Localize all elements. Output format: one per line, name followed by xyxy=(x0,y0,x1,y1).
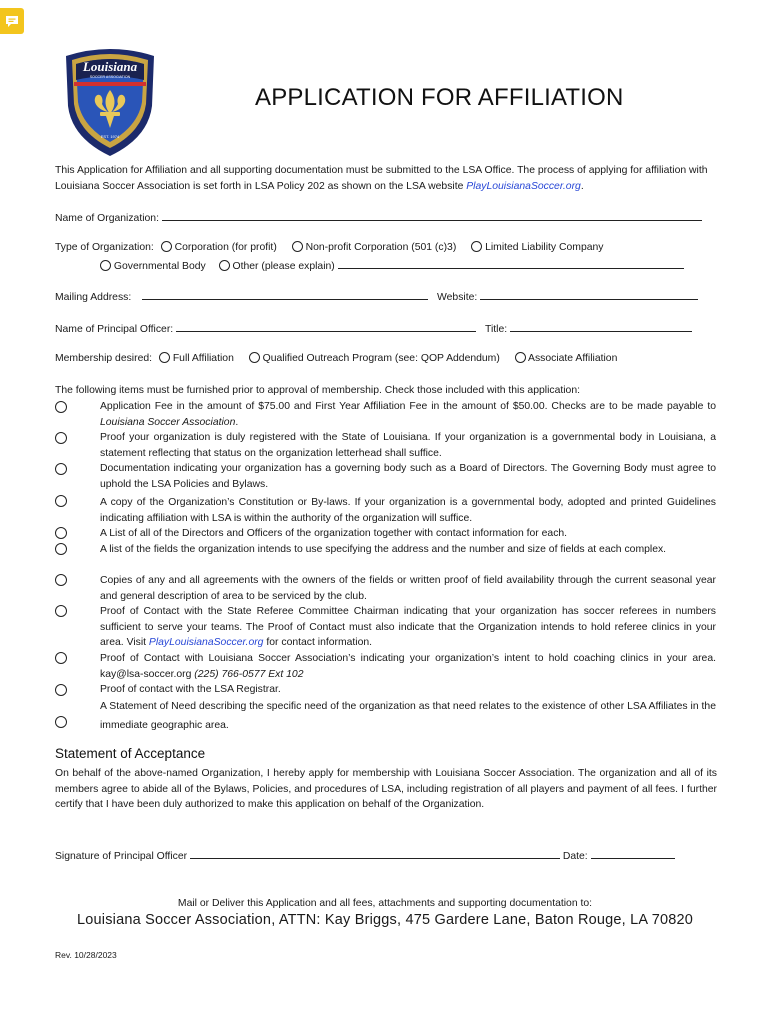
checklist-item-7-radio[interactable] xyxy=(55,574,67,586)
type-governmental-radio[interactable] xyxy=(100,260,111,271)
logo-text: Louisiana xyxy=(82,59,138,74)
checklist-item-1-radio[interactable] xyxy=(55,401,67,413)
membership-row xyxy=(55,352,617,364)
checklist-item-9-radio[interactable] xyxy=(55,652,67,664)
website-label: Website: xyxy=(437,292,478,303)
acceptance-heading: Statement of Acceptance xyxy=(55,746,206,761)
checklist-item-6-radio[interactable] xyxy=(55,543,67,555)
checklist-item-1 xyxy=(100,399,716,430)
type-other-radio[interactable] xyxy=(219,260,230,271)
type-other-label: Other (please explain) xyxy=(232,261,335,272)
membership-associate-radio[interactable] xyxy=(515,352,526,363)
checklist-item-11: A Statement of Need describing the specific need of the organization as that need relates to the existence of other LSA Affiliates in the immediate geographic area. xyxy=(100,701,716,731)
officer-row xyxy=(55,321,692,335)
website-link[interactable]: PlayLouisianaSoccer.org xyxy=(466,180,581,192)
lsa-logo xyxy=(60,46,160,158)
mailing-address-field[interactable] xyxy=(142,289,428,300)
type-governmental-label: Governmental Body xyxy=(113,261,206,272)
checklist-item-5-radio[interactable] xyxy=(55,527,67,539)
item-1-payee: Louisiana Soccer Association xyxy=(100,416,236,428)
title-label: Title: xyxy=(484,324,508,335)
checklist-item-10: Proof of contact with the LSA Registrar. xyxy=(100,684,281,695)
checklist-item-8 xyxy=(100,604,716,651)
item-9-phone: (225) 766-0577 Ext 102 xyxy=(194,668,304,680)
checklist-item-4: A copy of the Organization’s Constitution or By-laws. If your organization is a governmental body, adopted and printed Guidelines indicating affiliation with LSA is within the authority of the organization will suffice. xyxy=(100,497,716,524)
membership-full-radio[interactable] xyxy=(159,352,170,363)
checklist-item-2: Proof your organization is duly registered with the State of Louisiana. If your organization is a governmental body in Louisiana, a statement reflecting that status on the organization letterhead shall suffice. xyxy=(100,432,716,459)
checklist-intro: The following items must be furnished prior to approval of membership. Check those included with this application: xyxy=(55,385,580,396)
checklist-item-7: Copies of any and all agreements with the owners of the fields or written proof of field availability through the current seasonal year and general description of area to be serviced by the club. xyxy=(100,575,716,602)
checklist-item-9 xyxy=(100,651,716,682)
signature-label: Signature of Principal Officer xyxy=(55,851,188,862)
mail-instructions: Mail or Deliver this Application and all fees, attachments and supporting documentation to: xyxy=(177,898,593,909)
intro-paragraph xyxy=(55,163,717,194)
comment-icon xyxy=(5,15,19,28)
revision-date: Rev. 10/28/2023 xyxy=(55,950,117,960)
website-field[interactable] xyxy=(480,289,698,300)
intro-text: This Application for Affiliation and all supporting documentation must be submitted to the LSA Office. The process of applying for affiliation with Louisiana Soccer Association is set forth in LSA Policy 202 as shown on the LSA website xyxy=(55,165,708,192)
signature-field[interactable] xyxy=(190,848,560,859)
checklist-item-11-radio[interactable] xyxy=(55,716,67,728)
org-name-row xyxy=(55,210,702,224)
type-llc-label: Limited Liability Company xyxy=(485,242,604,253)
org-type-row-2 xyxy=(100,258,684,272)
org-type-label: Type of Organization: xyxy=(55,242,154,253)
item-1-text: Application Fee in the amount of $75.00 and First Year Affiliation Fee in the amount of $50.00. Checks are to be made payable to xyxy=(100,401,716,412)
officer-label: Name of Principal Officer: xyxy=(55,324,174,335)
mailing-address: Louisiana Soccer Association, ATTN: Kay Briggs, 475 Gardere Lane, Baton Rouge, LA 70820 xyxy=(76,912,694,928)
membership-full-label: Full Affiliation xyxy=(172,353,234,364)
type-other-field[interactable] xyxy=(338,258,684,269)
title-field[interactable] xyxy=(510,321,692,332)
org-name-field[interactable] xyxy=(162,210,702,221)
type-nonprofit-radio[interactable] xyxy=(292,241,303,252)
date-label: Date: xyxy=(562,851,588,862)
checklist-item-4-radio[interactable] xyxy=(55,495,67,507)
logo-est: EST. 1974 xyxy=(100,134,120,139)
checklist-item-3: Documentation indicating your organization has a governing body such as a Board of Directors. The Governing Body must agree to uphold the LSA Policies and Bylaws. xyxy=(100,463,716,490)
checklist-item-2-radio[interactable] xyxy=(55,432,67,444)
org-type-row xyxy=(55,241,603,253)
item-8-link[interactable]: PlayLouisianaSoccer.org xyxy=(148,637,264,648)
checklist-item-3-radio[interactable] xyxy=(55,463,67,475)
type-nonprofit-label: Non-profit Corporation (501 (c)3) xyxy=(305,242,457,253)
item-9-text: Proof of Contact with Louisiana Soccer Association’s indicating your organization’s intent to hold coaching clinics in your area. kay@lsa-soccer.org xyxy=(100,653,716,680)
intro-end: . xyxy=(580,180,584,192)
acceptance-text: On behalf of the above-named Organization, I hereby apply for membership with Louisiana Soccer Association. The organization and all of its members agree to abide all of the Bylaws, Policies, and procedures of LSA, including registration of all players and payment of all fees. I further certify that I have been duly authorized to make this application on behalf of the Organization. xyxy=(55,768,717,810)
membership-associate-label: Associate Affiliation xyxy=(528,353,618,364)
membership-label: Membership desired: xyxy=(55,353,153,364)
org-name-label: Name of Organization: xyxy=(55,213,159,224)
membership-qop-label: Qualified Outreach Program (see: QOP Addendum) xyxy=(262,353,500,364)
item-8-text: Proof of Contact with the State Referee Committee Chairman indicating that your organization has soccer referees in numbers sufficient to serve your teams. The Proof of Contact must also indicate that the Organization intends to hold referee clinics in your area. Visit xyxy=(100,606,716,648)
checklist-item-8-radio[interactable] xyxy=(55,605,67,617)
officer-name-field[interactable] xyxy=(176,321,476,332)
mailing-row xyxy=(55,289,698,303)
date-field[interactable] xyxy=(591,848,675,859)
signature-row xyxy=(55,848,675,862)
comment-button[interactable] xyxy=(0,8,24,34)
type-llc-radio[interactable] xyxy=(471,241,482,252)
checklist-item-6: A list of the fields the organization intends to use specifying the address and the number and size of fields at each complex. xyxy=(100,544,667,555)
logo-subtext: SOCCER ASSOCIATION xyxy=(89,75,131,79)
item-8-end: for contact information. xyxy=(263,637,373,648)
checklist-item-5: A List of all of the Directors and Officers of the organization together with contact information for each. xyxy=(100,528,568,539)
checklist-item-10-radio[interactable] xyxy=(55,684,67,696)
type-corporation-label: Corporation (for profit) xyxy=(174,242,277,253)
type-corporation-radio[interactable] xyxy=(161,241,172,252)
mailing-label: Mailing Address: xyxy=(55,292,132,303)
item-1-end: . xyxy=(235,416,239,428)
membership-qop-radio[interactable] xyxy=(249,352,260,363)
page-title: APPLICATION FOR AFFILIATION xyxy=(255,84,624,111)
